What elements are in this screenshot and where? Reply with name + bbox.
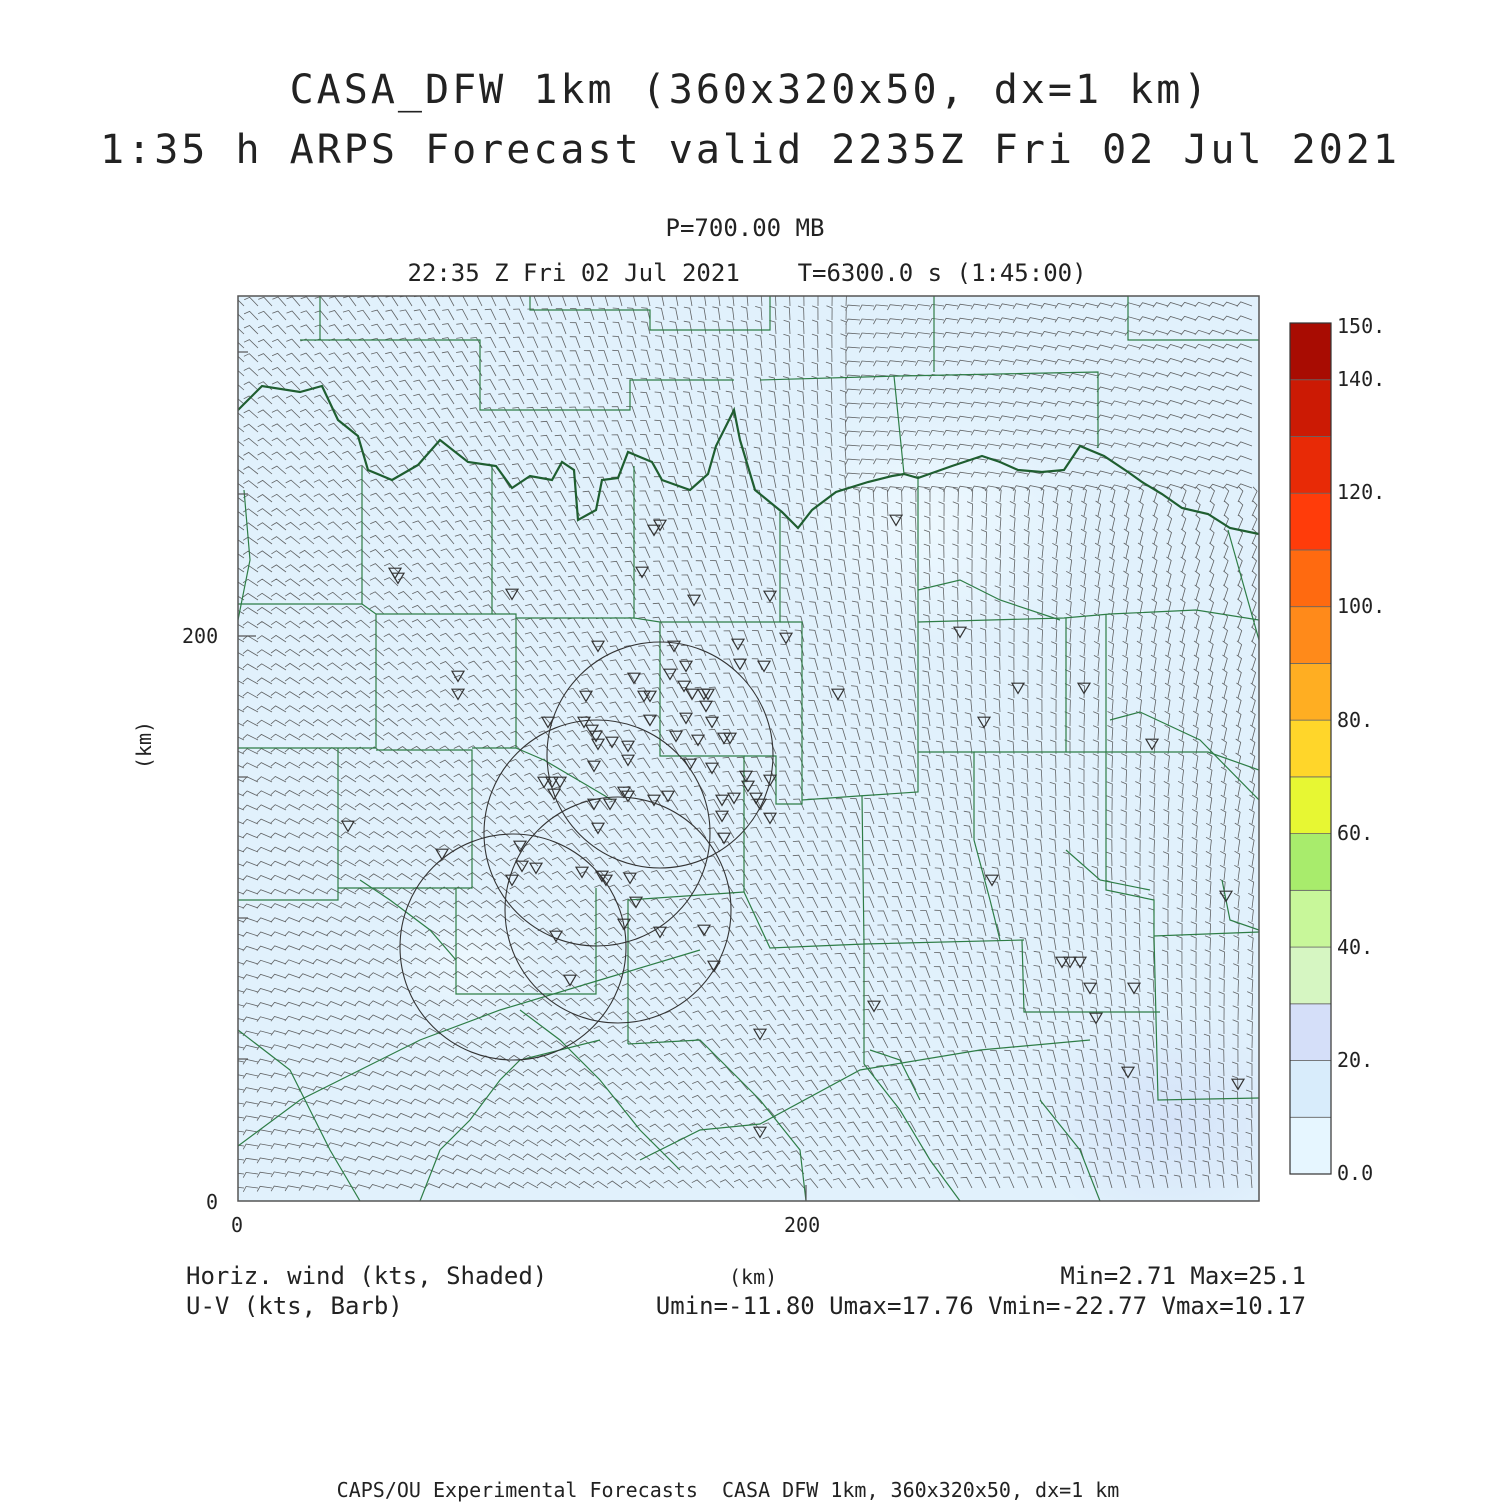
colorbar-bin [1290, 1061, 1331, 1118]
colorbar-label: 60. [1337, 821, 1374, 845]
colorbar-label: 40. [1337, 935, 1374, 959]
speed-maximum-area [1030, 1010, 1310, 1230]
colorbar-label: 0.0 [1337, 1161, 1374, 1185]
colorbar-label: 140. [1337, 367, 1386, 391]
color-scale [1290, 323, 1331, 1174]
colorbar-label: 150. [1337, 314, 1386, 338]
x-tick-label: 0 [231, 1213, 244, 1237]
valid-time: 22:35 Z Fri 02 Jul 2021 T=6300.0 s (1:45:00) [407, 259, 1087, 287]
title-line-1: CASA_DFW 1km (360x320x50, dx=1 km) [289, 67, 1211, 113]
y-axis-label: (km) [132, 720, 157, 770]
colorbar-bin [1290, 493, 1331, 550]
vector-description: U-V (kts, Barb) [186, 1292, 403, 1320]
colorbar-bin [1290, 1004, 1331, 1061]
colorbar-label: 80. [1337, 708, 1374, 732]
colorbar-bin [1290, 947, 1331, 1004]
colorbar-bin [1290, 550, 1331, 607]
colorbar-bin [1290, 607, 1331, 664]
colorbar-bin [1290, 380, 1331, 437]
colorbar-bin [1290, 436, 1331, 493]
colorbar-bin [1290, 890, 1331, 947]
colorbar-bin [1290, 720, 1331, 777]
pressure-level: P=700.00 MB [665, 214, 825, 242]
x-tick-label: 200 [784, 1213, 821, 1237]
credit-line: CAPS/OU Experimental Forecasts CASA DFW 1km, 360x320x50, dx=1 km [336, 1478, 1120, 1502]
colorbar-bin [1290, 663, 1331, 720]
colorbar-bin [1290, 834, 1331, 891]
uv-min-max-values: Umin=-11.80 Umax=17.76 Vmin=-22.77 Vmax=10.17 [655, 1292, 1306, 1320]
min-max-values: Min=2.71 Max=25.1 [1060, 1262, 1306, 1290]
colorbar-label: 120. [1337, 480, 1386, 504]
title-line-2: 1:35 h ARPS Forecast valid 2235Z Fri 02 Jul 2021 [100, 127, 1400, 173]
colorbar-label: 20. [1337, 1048, 1374, 1072]
colorbar-label: 100. [1337, 594, 1386, 618]
x-axis-label: (km) [729, 1265, 778, 1289]
colorbar-bin [1290, 1117, 1331, 1174]
y-tick-label: 0 [206, 1190, 219, 1214]
y-tick-label: 200 [182, 624, 219, 648]
field-description: Horiz. wind (kts, Shaded) [186, 1262, 548, 1290]
colorbar-bin [1290, 323, 1331, 380]
colorbar-bin [1290, 777, 1331, 834]
